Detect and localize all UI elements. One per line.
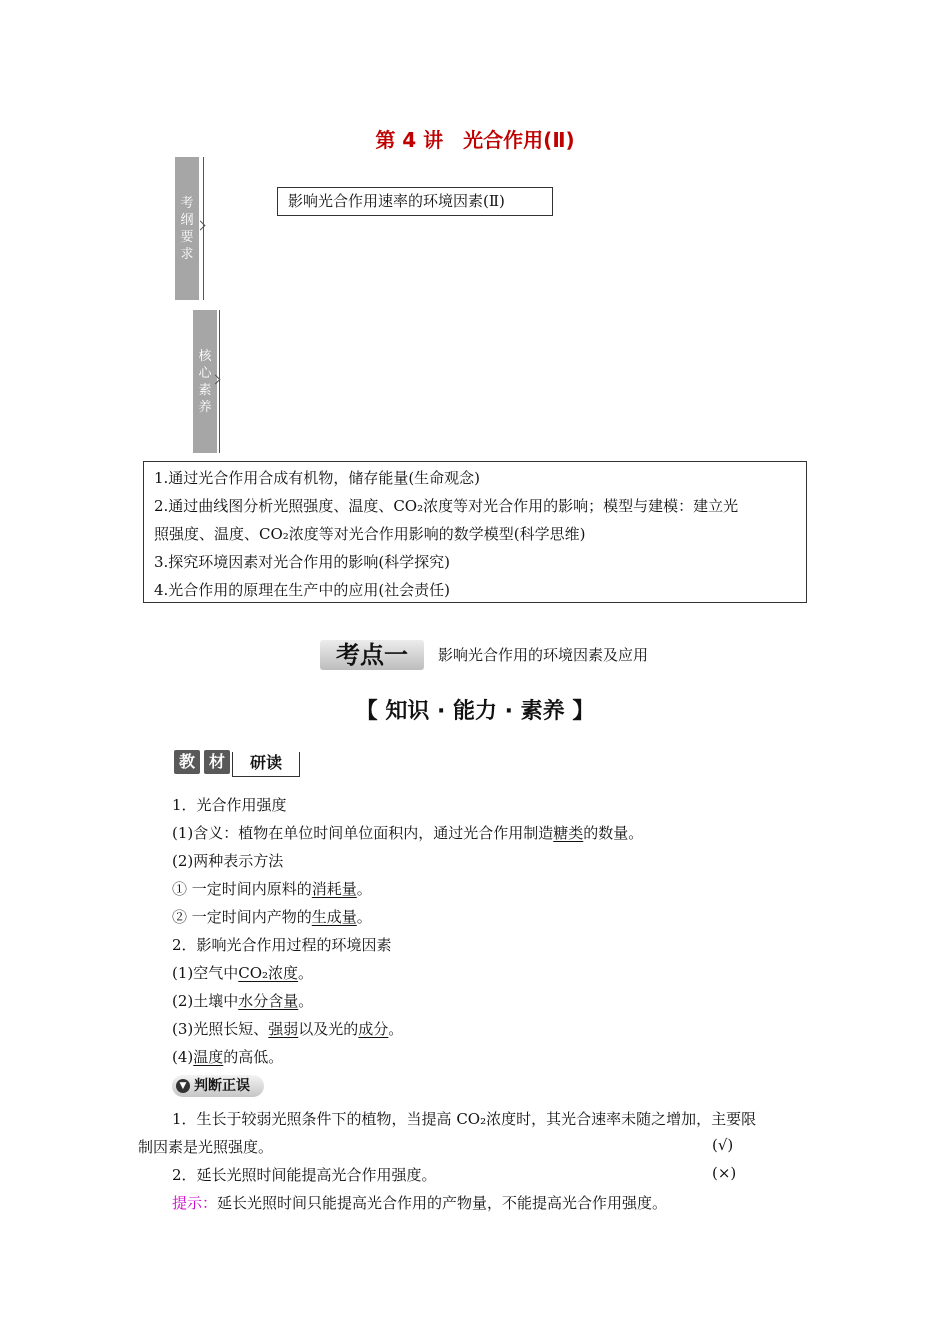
judge-question-2: 2．延长光照时间能提高光合作用强度。 xyxy=(172,1166,437,1184)
text-span: (1)含义：植物在单位时间单位面积内，通过光合作用制造 xyxy=(172,824,554,842)
content-line xyxy=(172,878,372,899)
content-line xyxy=(172,1018,403,1039)
literacy-item: 4.光合作用的原理在生产中的应用(社会责任) xyxy=(154,581,451,599)
answer-text: 水分含量 xyxy=(238,992,299,1010)
text-span: (4) xyxy=(172,1048,194,1066)
jiaocai-badge-char-1: 教 xyxy=(174,750,200,774)
text-span: 。 xyxy=(298,992,314,1010)
jiaocai-badge-yandu: 研读 xyxy=(232,752,300,777)
answer-text: 成分 xyxy=(358,1020,389,1038)
literacy-item: 3.探究环境因素对光合作用的影响(科学探究) xyxy=(154,553,451,571)
literacy-tab-label: 核心素养 xyxy=(198,348,212,415)
jiaocai-badge-char-2: 材 xyxy=(204,750,230,774)
kaodian-title: 影响光合作用的环境因素及应用 xyxy=(438,646,649,664)
text-span: (1)空气中 xyxy=(172,964,239,982)
requirements-divider xyxy=(203,157,204,300)
section-heading: 【 知识 · 能力 · 素养 】 xyxy=(355,699,595,724)
text-span: 。 xyxy=(356,880,372,898)
content-line xyxy=(172,962,313,983)
answer-text: CO₂浓度 xyxy=(238,964,299,982)
text-span: (2)土壤中 xyxy=(172,992,239,1010)
text-span: 的数量。 xyxy=(583,824,644,842)
text-span: 。 xyxy=(298,964,314,982)
judge-question-1-line-1: 1．生长于较弱光照条件下的植物，当提高 CO₂浓度时，其光合速率未随之增加，主要限 xyxy=(172,1110,757,1128)
literacy-item: 照强度、温度、CO₂浓度等对光合作用影响的数学模型(科学思维) xyxy=(154,525,586,543)
answer-text: 消耗量 xyxy=(311,880,357,898)
literacy-item: 1.通过光合作用合成有机物，储存能量(生命观念) xyxy=(154,469,481,487)
text-span: ② 一定时间内产物的 xyxy=(172,908,312,926)
content-line: (2)两种表示方法 xyxy=(172,852,284,870)
chevron-down-icon: ▼ xyxy=(176,1079,190,1093)
hint-line xyxy=(172,1192,667,1213)
content-line: 1．光合作用强度 xyxy=(172,796,287,814)
hint-label: 提示： xyxy=(172,1194,218,1212)
requirement-box: 影响光合作用速率的环境因素(Ⅱ) xyxy=(277,187,553,216)
content-line xyxy=(172,1046,283,1067)
content-line xyxy=(172,990,313,1011)
judge-question-1-line-2: 制因素是光照强度。 xyxy=(138,1138,274,1156)
content-line xyxy=(172,906,372,927)
text-span: 。 xyxy=(356,908,372,926)
answer-text: 强弱 xyxy=(268,1020,299,1038)
requirements-tab-label: 考纲要求 xyxy=(180,195,194,262)
hint-text: 延长光照时间只能提高光合作用的产物量，不能提高光合作用强度。 xyxy=(217,1194,668,1212)
page-title: 第 4 讲 光合作用(Ⅱ) xyxy=(375,128,575,152)
requirements-tab xyxy=(175,157,199,300)
text-span: 以及光的 xyxy=(298,1020,359,1038)
text-span: (3)光照长短、 xyxy=(172,1020,269,1038)
judge-badge-label: 判断正误 xyxy=(194,1078,250,1094)
judge-answer-2: (×) xyxy=(712,1164,737,1182)
content-line xyxy=(172,822,643,843)
text-span: 。 xyxy=(388,1020,404,1038)
literacy-item: 2.通过曲线图分析光照强度、温度、CO₂浓度等对光合作用的影响；模型与建模：建立光 xyxy=(154,497,739,515)
answer-text: 糖类 xyxy=(553,824,584,842)
literacy-divider xyxy=(219,310,220,453)
judge-answer-1: (√) xyxy=(712,1136,734,1154)
kaodian-badge: 考点一 xyxy=(320,640,424,670)
content-line: 2．影响光合作用过程的环境因素 xyxy=(172,936,392,954)
answer-text: 温度 xyxy=(193,1048,224,1066)
judge-badge xyxy=(172,1075,264,1097)
text-span: 的高低。 xyxy=(223,1048,284,1066)
answer-text: 生成量 xyxy=(311,908,357,926)
text-span: ① 一定时间内原料的 xyxy=(172,880,312,898)
literacy-box xyxy=(143,461,807,603)
